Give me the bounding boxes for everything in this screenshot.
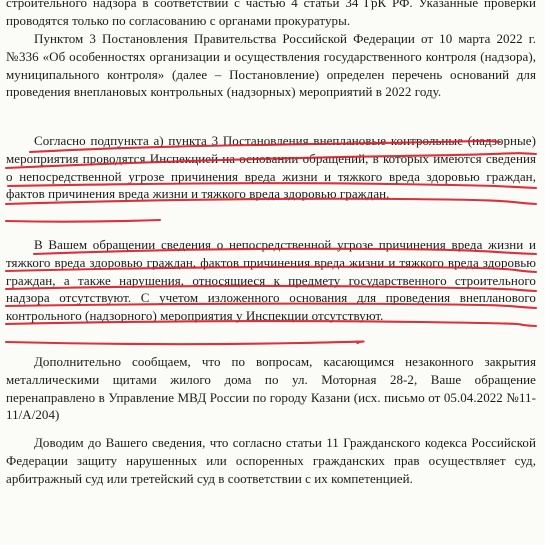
red-underline	[6, 220, 160, 222]
paragraph-inspection-agreement: строительного надзора в соответствии с частью 4 статьи 34 ГрК РФ. Указанные проверки проводятся только по согласованию с органами прокуратуры.	[6, 0, 536, 28]
paragraph-unscheduled-inspection-grounds: Согласно подпункта а) пункта 3 Постановления внеплановые контрольные (надзорные) мероприятия проводятся Инспекцией на основании обращений, в которых имеются сведения о непосредственной угрозе причинения вреда жизни и тяжкого вреда здоровью граждан, фактов причинения вреда жизни и тяжкого вреда здоровью граждан.	[6, 133, 536, 202]
paragraph-civil-code-protection: Доводим до Вашего сведения, что согласно статьи 11 Гражданского кодекса Российской Федерации защиту нарушенных или оспоренных гражданских прав осуществляет суд, арбитражный суд или третейский суд в соответствии с их компетенцией.	[6, 435, 536, 486]
red-underline	[6, 342, 364, 345]
paragraph-government-decree: Пунктом 3 Постановления Правительства Российской Федерации от 10 марта 2022 г. №336 «Об особенностях организации и осуществления государственного контроля (надзора), муниципального контроля» (далее – Постановление) определен перечень оснований для проведения внеплановых контрольных (надзорных) мероприятий в 2022 году.	[6, 31, 536, 100]
paragraph-appeal-assessment: В Вашем обращении сведения о непосредственной угрозе причинения вреда жизни и тяжкого вреда здоровью граждан, фактов причинения вреда жизни и тяжкого вреда здоровью граждан, а также нарушения, относящиеся к предмету государственного строительного надзора отсутствуют. С учетом изложенного основания для проведения внепланового контрольного (надзорного) мероприятия у Инспекции отсутствуют.	[6, 237, 536, 324]
paragraph-redirected-appeal: Дополнительно сообщаем, что по вопросам, касающимся незаконного закрытия металлическими щитами жилого дома по ул. Моторная 28-2, Ваше обращение перенаправлено в Управление МВД России по городу Казани (исх. письмо от 05.04.2022 №11-11/А/204)	[6, 354, 536, 423]
